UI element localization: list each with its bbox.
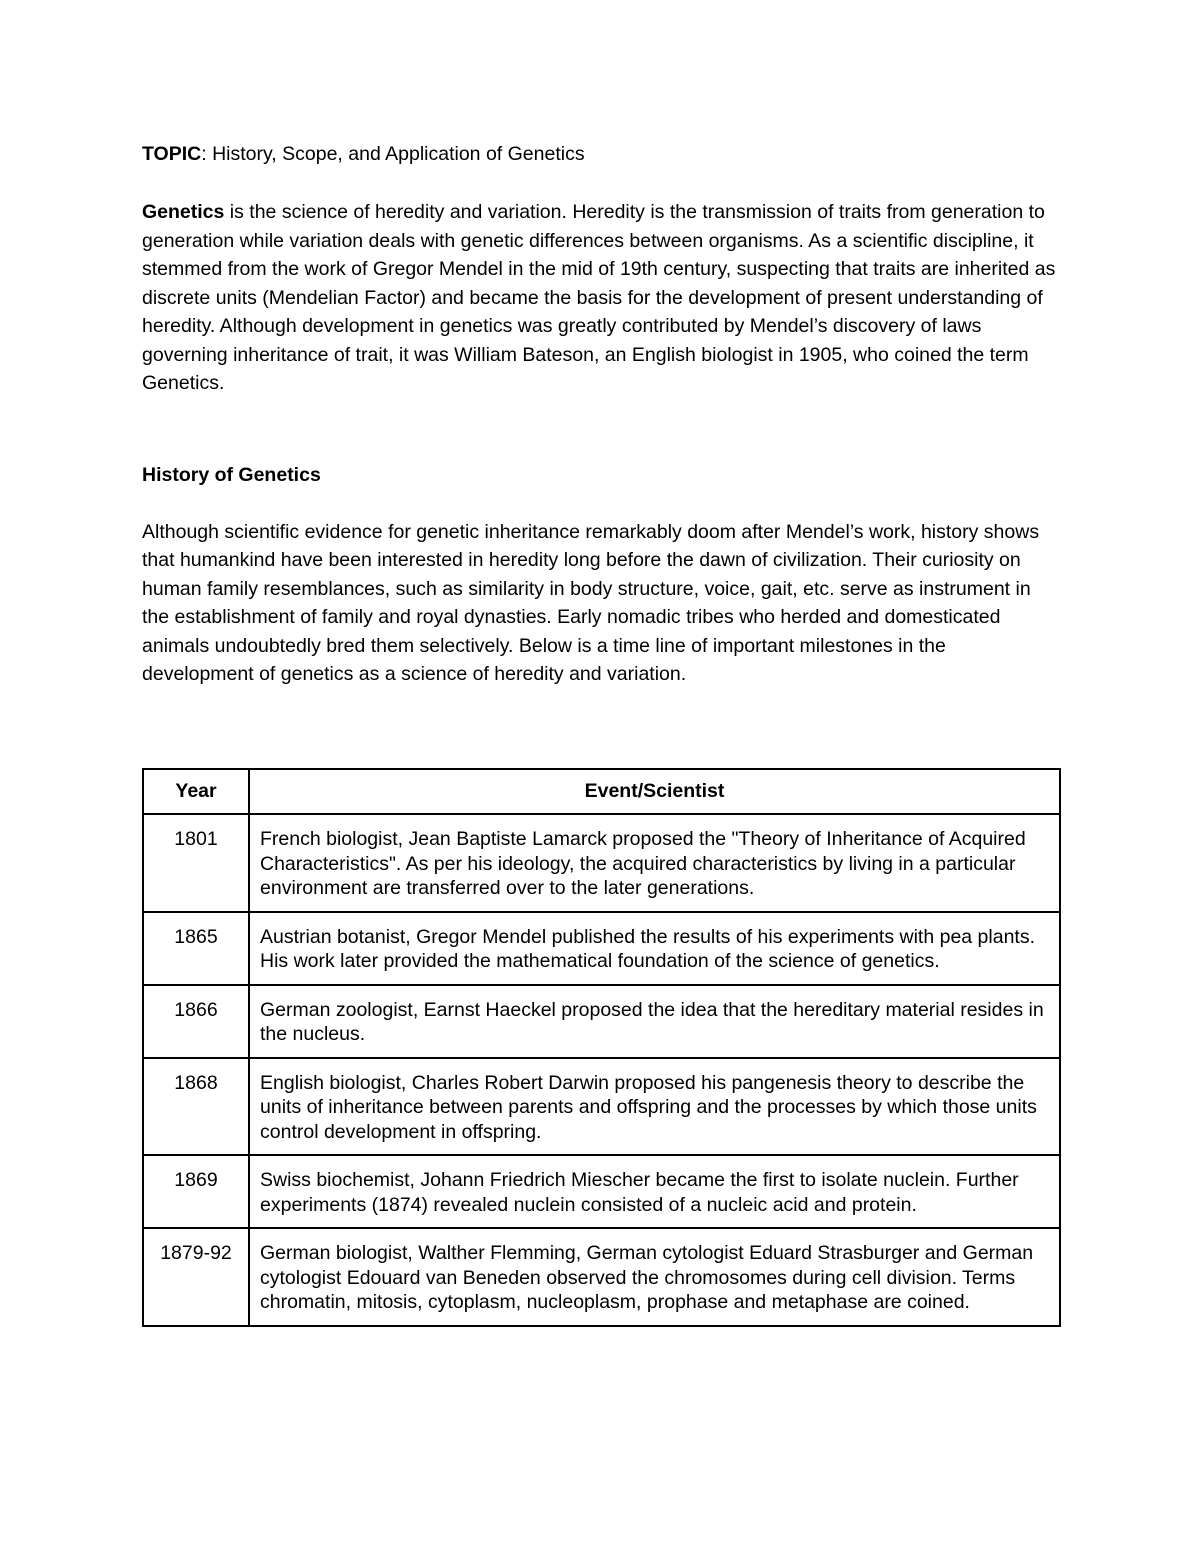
event-cell: French biologist, Jean Baptiste Lamarck proposed the "Theory of Inheritance of Acquired Characteristics". As per his ideology, the acquired characteristics by living in a particular environment are transferred over to the later generations. xyxy=(249,814,1060,912)
header-event: Event/Scientist xyxy=(249,769,1060,814)
table-row xyxy=(143,814,1060,912)
header-year: Year xyxy=(143,769,249,814)
topic-text: : History, Scope, and Application of Genetics xyxy=(201,143,585,165)
year-cell: 1801 xyxy=(143,814,249,912)
year-cell: 1865 xyxy=(143,912,249,985)
event-cell: German biologist, Walther Flemming, German cytologist Eduard Strasburger and German cytologist Edouard van Beneden observed the chromosomes during cell division. Terms chromatin, mitosis, cytoplasm, nucleoplasm, prophase and metaphase are coined. xyxy=(249,1228,1060,1326)
table-row xyxy=(143,1058,1060,1156)
event-cell: English biologist, Charles Robert Darwin proposed his pangenesis theory to describe the units of inheritance between parents and offspring and the processes by which those units control development in offspring. xyxy=(249,1058,1060,1156)
intro-paragraph xyxy=(142,198,1062,398)
table-row xyxy=(143,1228,1060,1326)
table-row xyxy=(143,912,1060,985)
table-row xyxy=(143,1155,1060,1228)
event-cell: Austrian botanist, Gregor Mendel published the results of his experiments with pea plants. His work later provided the mathematical foundation of the science of genetics. xyxy=(249,912,1060,985)
history-paragraph: Although scientific evidence for genetic inheritance remarkably doom after Mendel’s work, history shows that humankind have been interested in heredity long before the dawn of civilization. Their curiosity on human family resemblances, such as similarity in body structure, voice, gait, etc. serve as instrument in the establishment of family and royal dynasties. Early nomadic tribes who herded and domesticated animals undoubtedly bred them selectively. Below is a time line of important milestones in the development of genetics as a science of heredity and variation. xyxy=(142,520,1040,685)
year-cell: 1879-92 xyxy=(143,1228,249,1326)
table-header-row xyxy=(143,769,1060,814)
timeline-table xyxy=(142,768,1061,1327)
history-heading: History of Genetics xyxy=(142,463,321,486)
event-cell: German zoologist, Earnst Haeckel proposed the idea that the hereditary material resides in the nucleus. xyxy=(249,985,1060,1058)
year-cell: 1866 xyxy=(143,985,249,1058)
table-row xyxy=(143,985,1060,1058)
document-body xyxy=(142,140,1062,689)
intro-text: is the science of heredity and variation. Heredity is the transmission of traits from generation to generation while variation deals with genetic differences between organisms. As a scientific discipline, it stemmed from the work of Gregor Mendel in the mid of 19th century, suspecting that traits are inherited as discrete units (Mendelian Factor) and became the basis for the development of present understanding of heredity. Although development in genetics was greatly contributed by Mendel’s discovery of laws governing inheritance of trait, it was William Bateson, an English biologist in 1905, who coined the term Genetics. xyxy=(142,201,1056,394)
topic-line xyxy=(142,140,1062,168)
intro-bold-term: Genetics xyxy=(142,201,225,223)
year-cell: 1868 xyxy=(143,1058,249,1156)
event-cell: Swiss biochemist, Johann Friedrich Miescher became the first to isolate nuclein. Further experiments (1874) revealed nuclein consisted of a nucleic acid and protein. xyxy=(249,1155,1060,1228)
topic-label: TOPIC xyxy=(142,143,202,165)
year-cell: 1869 xyxy=(143,1155,249,1228)
